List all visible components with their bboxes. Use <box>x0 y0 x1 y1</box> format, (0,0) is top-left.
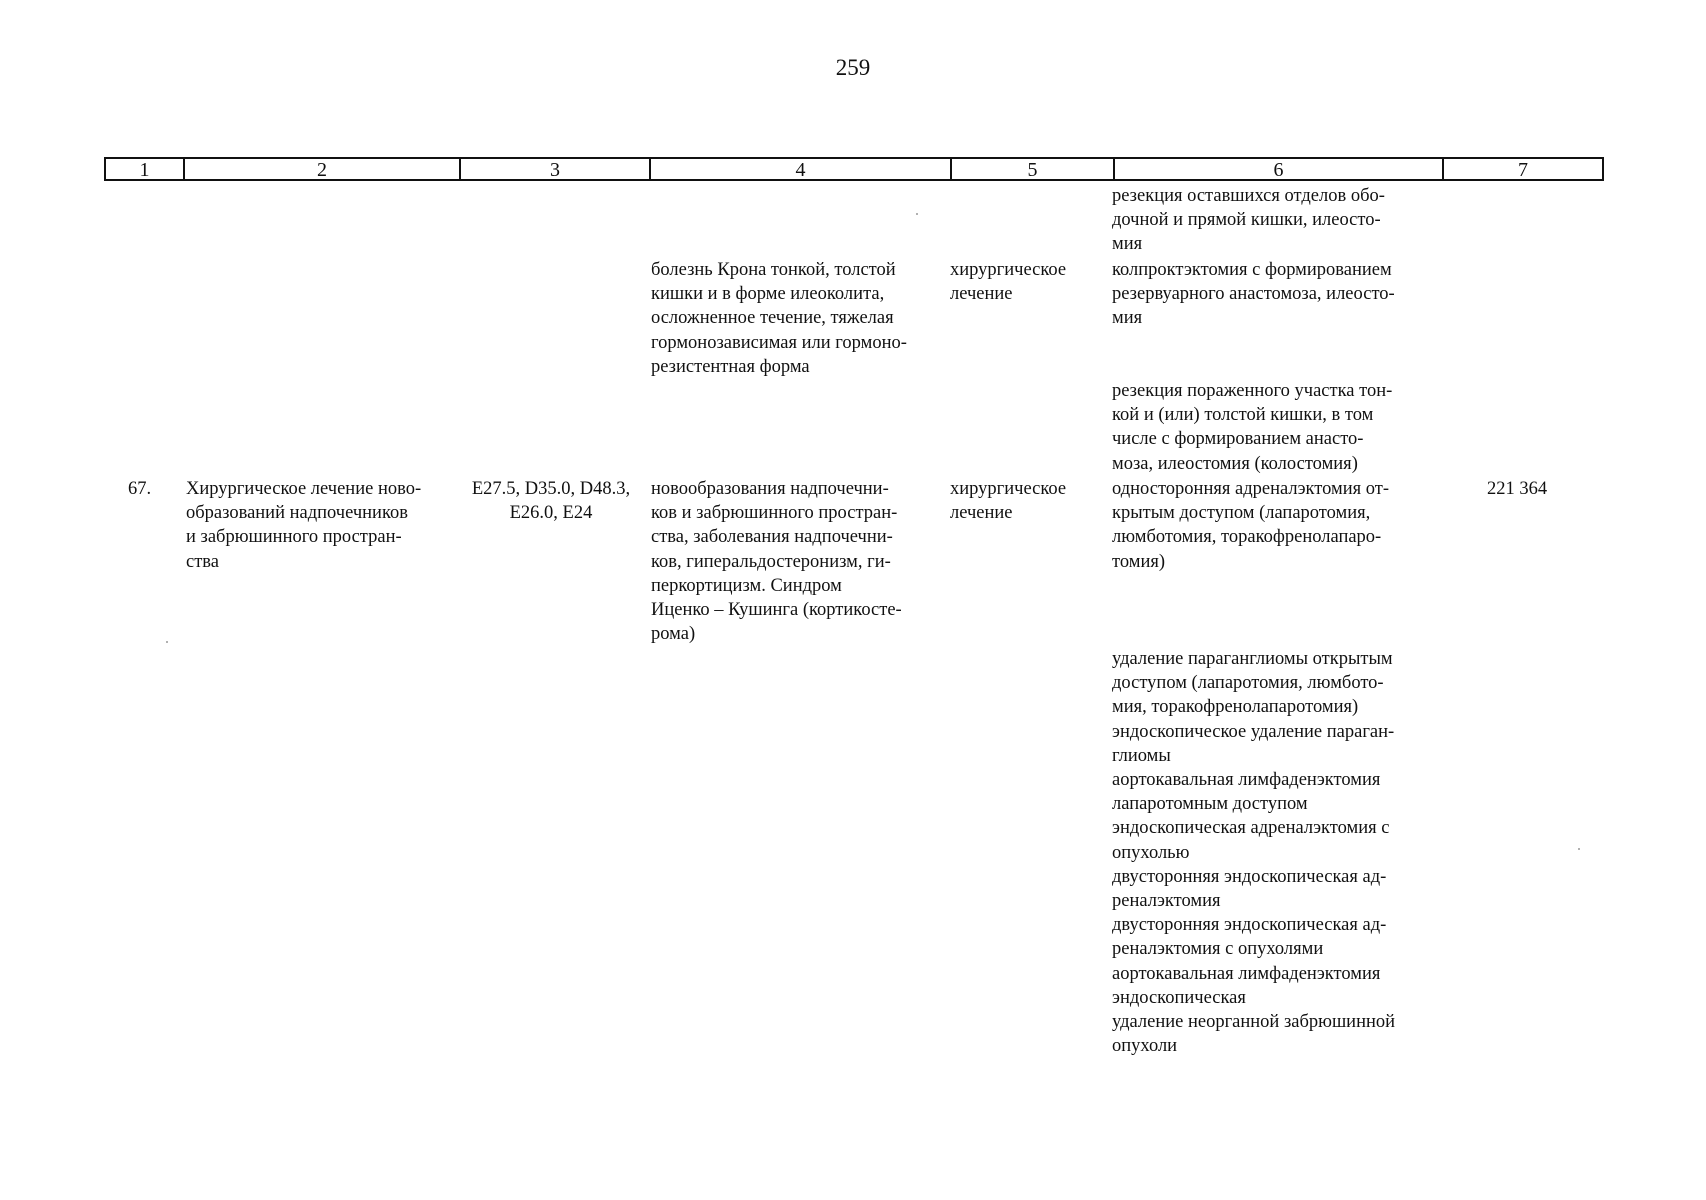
text-line: резервуарного анастомоза, илеосто- <box>1112 284 1395 305</box>
icd-codes <box>458 477 644 525</box>
treatment-type <box>950 258 1066 306</box>
text-line: кишки и в форме илеоколита, <box>651 284 885 305</box>
text-line: резекция пораженного участка тон- <box>1112 381 1393 401</box>
text-line: хирургическое <box>950 479 1067 499</box>
treatment-type <box>950 477 1066 525</box>
text-line: двусторонняя эндоскопическая ад- <box>1112 866 1387 887</box>
header-col-6: 6 <box>1113 159 1442 179</box>
treatment-profile <box>186 477 421 574</box>
text-line: доступом (лапаротомия, люмбото- <box>1112 673 1384 694</box>
table-header-row <box>104 157 1604 181</box>
text-line: опухолью <box>1112 842 1190 863</box>
text-line: E26.0, E24 <box>509 503 593 524</box>
header-col-5: 5 <box>950 159 1113 179</box>
row-number: 67. <box>128 479 152 499</box>
header-col-1: 1 <box>139 159 150 181</box>
text-line: новообразования надпочечни- <box>651 479 889 499</box>
text-line: ков и забрюшинного простран- <box>651 503 898 524</box>
text-line: односторонняя адреналэктомия от- <box>1112 479 1389 499</box>
header-col-2: 2 <box>183 159 459 179</box>
cost-value: 221 364 <box>1486 479 1548 499</box>
text-line: болезнь Крона тонкой, толстой <box>651 260 896 280</box>
header-col-7: 7 <box>1442 159 1602 179</box>
text-line: лапаротомным доступом <box>1112 794 1308 815</box>
header-col-3: 3 <box>459 159 649 179</box>
text-line: ства, заболевания надпочечни- <box>651 527 893 548</box>
text-line: мия <box>1112 308 1143 329</box>
text-line: колпроктэктомия с формированием <box>1112 260 1392 280</box>
text-line: крытым доступом (лапаротомия, <box>1112 503 1371 524</box>
text-line: перкортицизм. Синдром <box>651 575 842 596</box>
header-col-4: 4 <box>649 159 950 179</box>
text-line: реналэктомия <box>1112 891 1221 912</box>
scan-speck <box>166 641 168 643</box>
text-line: гормонозависимая или гормоно- <box>651 332 907 353</box>
text-line: кой и (или) толстой кишки, в том <box>1112 405 1374 426</box>
diagnosis-adrenal <box>651 477 902 646</box>
procedure-colproctectomy <box>1112 258 1395 331</box>
procedure-list <box>1112 647 1395 1058</box>
text-line: E27.5, D35.0, D48.3, <box>471 479 631 499</box>
text-line: эндоскопическая адреналэктомия с <box>1112 818 1390 839</box>
text-line: моза, илеостомия (колостомия) <box>1112 453 1358 474</box>
text-line: опухоли <box>1112 1036 1178 1057</box>
scan-speck <box>1578 848 1580 850</box>
text-line: аортокавальная лимфаденэктомия <box>1112 963 1381 984</box>
procedure-resection <box>1112 379 1392 476</box>
text-line: томия) <box>1112 551 1166 572</box>
text-line: ства <box>186 551 219 572</box>
text-line: удаление неорганной забрюшинной <box>1112 1012 1396 1033</box>
text-line: глиомы <box>1112 745 1171 766</box>
text-line: эндоскопическое удаление параган- <box>1112 721 1395 742</box>
text-line: удаление параганглиомы открытым <box>1112 649 1393 669</box>
text-line: реналэктомия с опухолями <box>1112 939 1324 960</box>
procedure-text-continued <box>1112 184 1385 257</box>
text-line: дочной и прямой кишки, илеосто- <box>1112 210 1381 231</box>
text-line: аортокавальная лимфаденэктомия <box>1112 770 1381 791</box>
text-line: резекция оставшихся отделов обо- <box>1112 186 1385 206</box>
text-line: мия <box>1112 234 1143 255</box>
text-line: Иценко – Кушинга (кортикосте- <box>651 600 902 621</box>
text-line: Хирургическое лечение ново- <box>186 479 422 499</box>
procedure-adrenalectomy-open <box>1112 477 1389 574</box>
text-line: люмботомия, торакофренолапаро- <box>1112 527 1382 548</box>
text-line: мия, торакофренолапаротомия) <box>1112 697 1359 718</box>
text-line: числе с формированием анасто- <box>1112 429 1364 450</box>
text-line: образований надпочечников <box>186 503 408 524</box>
scan-speck <box>916 213 918 215</box>
text-line: лечение <box>950 284 1013 305</box>
diagnosis-crohn <box>651 258 907 379</box>
text-line: рома) <box>651 624 696 645</box>
page-number: 259 <box>835 55 871 80</box>
text-line: эндоскопическая <box>1112 987 1246 1008</box>
text-line: резистентная форма <box>651 356 810 377</box>
text-line: двусторонняя эндоскопическая ад- <box>1112 915 1387 936</box>
text-line: и забрюшинного простран- <box>186 527 402 548</box>
text-line: хирургическое <box>950 260 1067 280</box>
text-line: ков, гиперальдостеронизм, ги- <box>651 551 891 572</box>
text-line: лечение <box>950 503 1013 524</box>
text-line: осложненное течение, тяжелая <box>651 308 894 329</box>
